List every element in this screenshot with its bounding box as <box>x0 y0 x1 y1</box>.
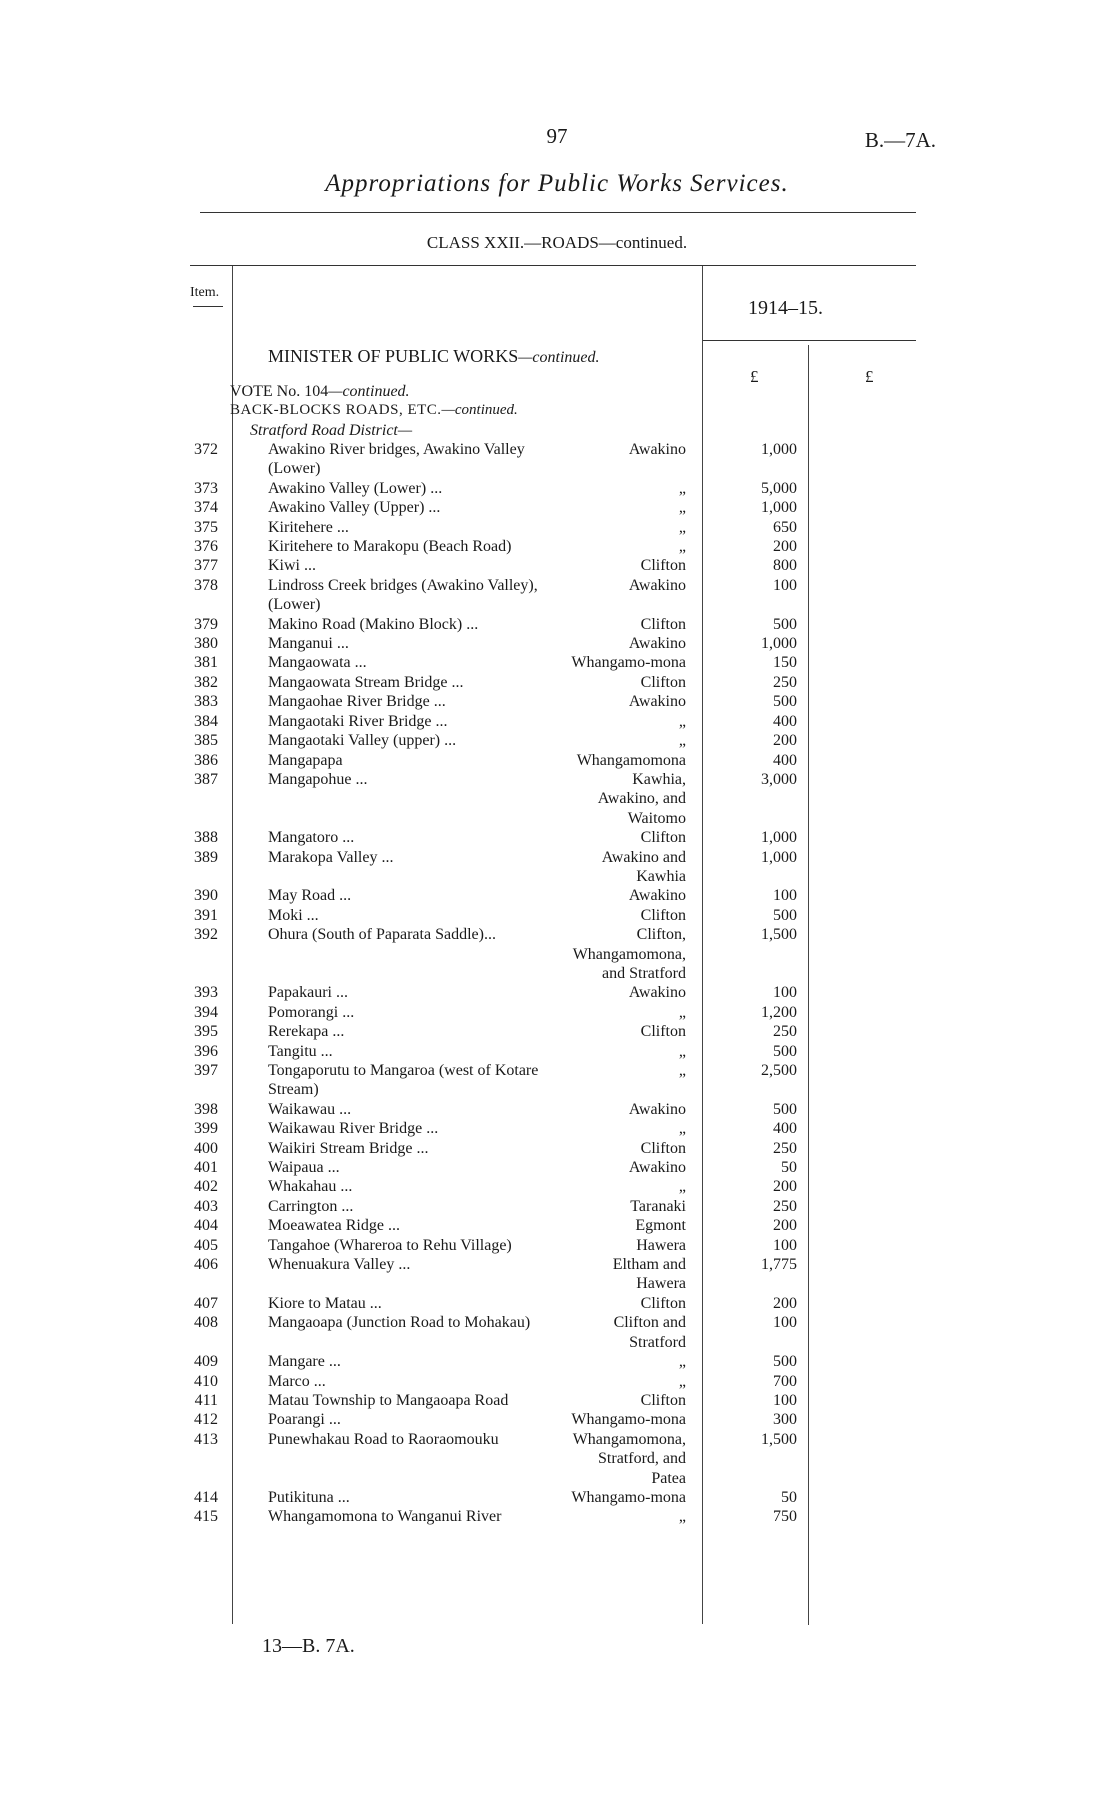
table-row <box>0 615 1114 634</box>
item-number: 403 <box>194 1197 218 1215</box>
item-number: 376 <box>194 538 218 556</box>
item-number: 378 <box>194 576 218 594</box>
district-heading: Stratford Road District— <box>250 422 413 439</box>
table-row <box>0 751 1114 770</box>
item-number: 385 <box>194 732 218 750</box>
item-number: 377 <box>194 557 218 575</box>
electoral-district: Awakino <box>628 1100 686 1118</box>
item-number: 380 <box>194 635 218 653</box>
item-description: Poarangi ... <box>268 1411 341 1429</box>
electoral-district: „ <box>678 499 686 517</box>
title-rule <box>200 212 916 213</box>
item-description: Whenuakura Valley ... <box>268 1256 411 1274</box>
item-description: Matau Township to Mangaoapa Road <box>268 1391 509 1409</box>
item-number: 392 <box>194 926 218 944</box>
table-row <box>0 498 1114 517</box>
item-description: Kiore to Matau ... <box>268 1294 382 1312</box>
item-number: 393 <box>194 984 218 1002</box>
amount-value: 200 <box>773 1217 797 1235</box>
year-header-rule <box>702 340 916 341</box>
electoral-district: Clifton <box>640 615 686 633</box>
item-description: Ohura (South of Paparata Saddle)... <box>268 926 496 944</box>
document-title: Appropriations for Public Works Services. <box>325 170 789 197</box>
electoral-district: „ <box>678 712 686 730</box>
electoral-district: Awakino <box>628 441 686 458</box>
amount-value: 200 <box>773 1178 797 1196</box>
item-description: Whakahau ... <box>268 1178 353 1196</box>
table-row <box>0 556 1114 575</box>
item-description: Papakauri ... <box>268 984 348 1002</box>
amount-value: 100 <box>773 1314 797 1332</box>
amount-value: 100 <box>773 576 797 594</box>
amount-value: 50 <box>781 1159 797 1177</box>
item-number: 387 <box>194 770 218 788</box>
year-column-header: 1914–15. <box>748 297 823 319</box>
table-row <box>0 1236 1114 1255</box>
item-number: 410 <box>194 1372 218 1390</box>
amount-value: 1,775 <box>761 1256 797 1274</box>
electoral-district: „ <box>678 1042 686 1060</box>
page-number: 97 <box>546 124 568 148</box>
item-description: Mangapohue ... <box>268 770 368 788</box>
amount-value: 100 <box>773 887 797 905</box>
amount-value: 1,000 <box>761 441 797 458</box>
table-row <box>0 1139 1114 1158</box>
item-number: 384 <box>194 712 218 730</box>
table-row <box>0 1061 1114 1100</box>
item-number: 383 <box>194 693 218 711</box>
item-number: 413 <box>194 1430 218 1448</box>
electoral-district: Whangamomona, Stratford, and Patea <box>572 1430 686 1487</box>
table-row <box>0 731 1114 750</box>
electoral-district: Clifton <box>640 906 686 924</box>
item-description: Mangaohae River Bridge ... <box>268 693 446 711</box>
electoral-district: Awakino <box>628 887 686 905</box>
table-row <box>0 906 1114 925</box>
item-description: Awakino Valley (Upper) ... <box>268 499 441 517</box>
item-number: 401 <box>194 1159 218 1177</box>
table-row <box>0 1100 1114 1119</box>
table-row <box>0 1294 1114 1313</box>
table-row <box>0 1022 1114 1041</box>
electoral-district: „ <box>678 1120 686 1138</box>
item-description: Marco ... <box>268 1372 326 1390</box>
item-header-rule <box>193 306 223 307</box>
electoral-district: Kawhia, Awakino, and Waitomo <box>597 770 686 827</box>
vote-heading: VOTE No. 104—continued. <box>230 383 410 400</box>
item-number: 390 <box>194 887 218 905</box>
electoral-district: Clifton <box>640 673 686 691</box>
amount-value: 400 <box>773 751 797 769</box>
table-row <box>0 1216 1114 1235</box>
item-number: 382 <box>194 673 218 691</box>
table-row <box>0 576 1114 615</box>
table-row <box>0 1372 1114 1391</box>
item-description: Kiritehere ... <box>268 518 349 536</box>
amount-value: 400 <box>773 712 797 730</box>
amount-value: 150 <box>773 654 797 672</box>
table-row <box>0 828 1114 847</box>
item-description: Awakino Valley (Lower) ... <box>268 479 443 497</box>
item-number: 405 <box>194 1236 218 1254</box>
item-description: Tangahoe (Whareroa to Rehu Village) <box>268 1236 512 1254</box>
electoral-district: Clifton <box>640 557 686 575</box>
amount-value: 750 <box>773 1508 797 1526</box>
table-row <box>0 653 1114 672</box>
item-description: Mangaotaki River Bridge ... <box>268 712 448 730</box>
item-number: 396 <box>194 1042 218 1060</box>
item-number: 375 <box>194 518 218 536</box>
amount-value: 500 <box>773 1100 797 1118</box>
table-row <box>0 1255 1114 1294</box>
electoral-district: Whangamo-mona <box>571 654 686 672</box>
amount-value: 500 <box>773 906 797 924</box>
item-description: Mangaowata ... <box>268 654 367 672</box>
table-row <box>0 1430 1114 1488</box>
item-description: Putikituna ... <box>268 1488 350 1506</box>
electoral-district: „ <box>678 479 686 497</box>
item-description: Makino Road (Makino Block) ... <box>268 615 479 633</box>
table-row <box>0 1119 1114 1138</box>
item-number: 412 <box>194 1411 218 1429</box>
amount-value: 100 <box>773 1236 797 1254</box>
table-row <box>0 1488 1114 1507</box>
electoral-district: „ <box>678 1003 686 1021</box>
item-description: Marakopa Valley ... <box>268 848 394 866</box>
item-number: 399 <box>194 1120 218 1138</box>
item-description: Mangaoapa (Junction Road to Mohakau) <box>268 1314 531 1332</box>
table-row <box>0 1391 1114 1410</box>
electoral-district: Clifton <box>640 1391 686 1409</box>
electoral-district: Clifton <box>640 1294 686 1312</box>
table-row <box>0 1177 1114 1196</box>
table-row <box>0 518 1114 537</box>
item-description: Moki ... <box>268 906 319 924</box>
item-number: 395 <box>194 1023 218 1041</box>
item-number: 406 <box>194 1256 218 1274</box>
table-top-rule <box>190 265 916 266</box>
electoral-district: Clifton <box>640 829 686 847</box>
table-row <box>0 848 1114 887</box>
amount-value: 500 <box>773 1353 797 1371</box>
electoral-district: „ <box>678 1508 686 1526</box>
item-number: 411 <box>194 1391 218 1409</box>
table-row <box>0 1003 1114 1022</box>
item-number: 400 <box>194 1139 218 1157</box>
amount-value: 1,000 <box>761 829 797 847</box>
item-description: Waikawau ... <box>268 1100 352 1118</box>
item-description: Whangamomona to Wanganui River <box>268 1508 502 1526</box>
amount-value: 500 <box>773 1042 797 1060</box>
table-row <box>0 1158 1114 1177</box>
electoral-district: Whangamo-mona <box>571 1411 686 1429</box>
electoral-district: Hawera <box>636 1236 686 1254</box>
item-description: May Road ... <box>268 887 352 905</box>
amount-value: 300 <box>773 1411 797 1429</box>
item-description: Manganui ... <box>268 635 349 653</box>
table-row <box>0 673 1114 692</box>
item-description: Mangare ... <box>268 1353 341 1371</box>
table-row <box>0 1507 1114 1526</box>
table-row <box>0 983 1114 1002</box>
amount-value: 1,000 <box>761 635 797 653</box>
table-row <box>0 537 1114 556</box>
item-description: Carrington ... <box>268 1197 354 1215</box>
amount-value: 1,000 <box>761 499 797 517</box>
item-number: 402 <box>194 1178 218 1196</box>
class-title: CLASS XXII.—ROADS—continued. <box>426 233 688 252</box>
amount-value: 3,000 <box>761 770 797 788</box>
electoral-district: Whangamo-mona <box>571 1488 686 1506</box>
table-row <box>0 1197 1114 1216</box>
table-row <box>0 1042 1114 1061</box>
sheet-reference: 13—B. 7A. <box>262 1635 355 1657</box>
electoral-district: Whangamomona <box>576 751 686 769</box>
item-description: Tangitu ... <box>268 1042 333 1060</box>
electoral-district: Egmont <box>635 1217 686 1235</box>
electoral-district: Clifton <box>640 1139 686 1157</box>
electoral-district: Awakino and Kawhia <box>601 848 686 885</box>
item-number: 397 <box>194 1062 218 1079</box>
amount-value: 1,500 <box>761 1430 797 1448</box>
table-row <box>0 712 1114 731</box>
amount-value: 700 <box>773 1372 797 1390</box>
amount-value: 200 <box>773 732 797 750</box>
table-row <box>0 770 1114 828</box>
item-description: Waipaua ... <box>268 1159 340 1177</box>
item-description: Kiritehere to Marakopu (Beach Road) <box>268 538 512 556</box>
amount-value: 250 <box>773 1197 797 1215</box>
currency-label-1: £ <box>750 367 759 386</box>
amount-value: 1,000 <box>761 848 797 866</box>
item-description: Mangatoro ... <box>268 829 355 847</box>
electoral-district: Awakino <box>628 576 686 594</box>
item-description: Waikiri Stream Bridge ... <box>268 1139 429 1157</box>
table-row <box>0 1313 1114 1352</box>
electoral-district: Clifton <box>640 1023 686 1041</box>
item-number: 407 <box>194 1294 218 1312</box>
amount-value: 100 <box>773 1391 797 1409</box>
ministry-heading: MINISTER OF PUBLIC WORKS—continued. <box>268 346 600 366</box>
appropriations-table <box>0 440 1114 1527</box>
item-description: Awakino River bridges, Awakino Valley (Lower) <box>268 441 525 478</box>
electoral-district: Awakino <box>628 1159 686 1177</box>
item-number: 391 <box>194 906 218 924</box>
document-reference: B.—7A. <box>864 128 936 152</box>
item-description: Moeawatea Ridge ... <box>268 1217 400 1235</box>
electoral-district: „ <box>678 518 686 536</box>
item-number: 386 <box>194 751 218 769</box>
item-description: Kiwi ... <box>268 557 316 575</box>
item-number: 415 <box>194 1508 218 1526</box>
electoral-district: Clifton and Stratford <box>613 1314 686 1351</box>
electoral-district: Clifton, Whangamomona, and Stratford <box>572 926 686 982</box>
amount-value: 250 <box>773 1023 797 1041</box>
electoral-district: Taranaki <box>630 1197 686 1215</box>
electoral-district: „ <box>678 1178 686 1196</box>
item-number: 374 <box>194 499 218 517</box>
table-row <box>0 479 1114 498</box>
item-number: 389 <box>194 848 218 866</box>
item-number: 409 <box>194 1353 218 1371</box>
electoral-district: „ <box>678 1353 686 1371</box>
item-number: 408 <box>194 1314 218 1332</box>
amount-value: 500 <box>773 693 797 711</box>
item-number: 372 <box>194 441 218 458</box>
item-column-header: Item. <box>190 285 220 300</box>
item-description: Punewhakau Road to Raoraomouku <box>268 1430 499 1448</box>
electoral-district: Eltham and Hawera <box>612 1256 686 1293</box>
electoral-district: „ <box>678 732 686 750</box>
electoral-district: Awakino <box>628 984 686 1002</box>
table-row <box>0 440 1114 479</box>
item-number: 381 <box>194 654 218 672</box>
item-description: Pomorangi ... <box>268 1003 355 1021</box>
item-number: 404 <box>194 1217 218 1235</box>
item-description: Waikawau River Bridge ... <box>268 1120 439 1138</box>
item-number: 379 <box>194 615 218 633</box>
table-row <box>0 692 1114 711</box>
amount-value: 5,000 <box>761 479 797 497</box>
electoral-district: „ <box>678 1372 686 1390</box>
item-description: Mangapapa <box>268 751 343 769</box>
item-description: Lindross Creek bridges (Awakino Valley), (Lower) <box>268 576 538 614</box>
item-description: Mangaotaki Valley (upper) ... <box>268 732 457 750</box>
electoral-district: Awakino <box>628 635 686 653</box>
table-row <box>0 1410 1114 1429</box>
table-row <box>0 1352 1114 1371</box>
amount-value: 500 <box>773 615 797 633</box>
amount-value: 100 <box>773 984 797 1002</box>
currency-label-2: £ <box>865 367 874 386</box>
item-number: 398 <box>194 1100 218 1118</box>
amount-value: 50 <box>781 1488 797 1506</box>
electoral-district: Awakino <box>628 693 686 711</box>
item-description: Rerekapa ... <box>268 1023 345 1041</box>
item-number: 388 <box>194 829 218 847</box>
amount-value: 400 <box>773 1120 797 1138</box>
item-number: 414 <box>194 1488 218 1506</box>
amount-value: 250 <box>773 1139 797 1157</box>
item-number: 394 <box>194 1003 218 1021</box>
amount-value: 200 <box>773 538 797 556</box>
amount-value: 200 <box>773 1294 797 1312</box>
item-description: Tongaporutu to Mangaroa (west of Kotare Stream) <box>268 1062 539 1099</box>
table-row <box>0 925 1114 983</box>
amount-value: 1,200 <box>761 1003 797 1021</box>
amount-value: 2,500 <box>761 1062 797 1079</box>
amount-value: 650 <box>773 518 797 536</box>
item-number: 373 <box>194 479 218 497</box>
amount-value: 1,500 <box>761 926 797 944</box>
amount-value: 250 <box>773 673 797 691</box>
amount-value: 800 <box>773 557 797 575</box>
electoral-district: „ <box>678 1062 686 1079</box>
table-row <box>0 886 1114 905</box>
table-row <box>0 634 1114 653</box>
item-description: Mangaowata Stream Bridge ... <box>268 673 464 691</box>
backblocks-heading: BACK-BLOCKS ROADS, ETC.—continued. <box>230 402 518 418</box>
electoral-district: „ <box>678 538 686 556</box>
